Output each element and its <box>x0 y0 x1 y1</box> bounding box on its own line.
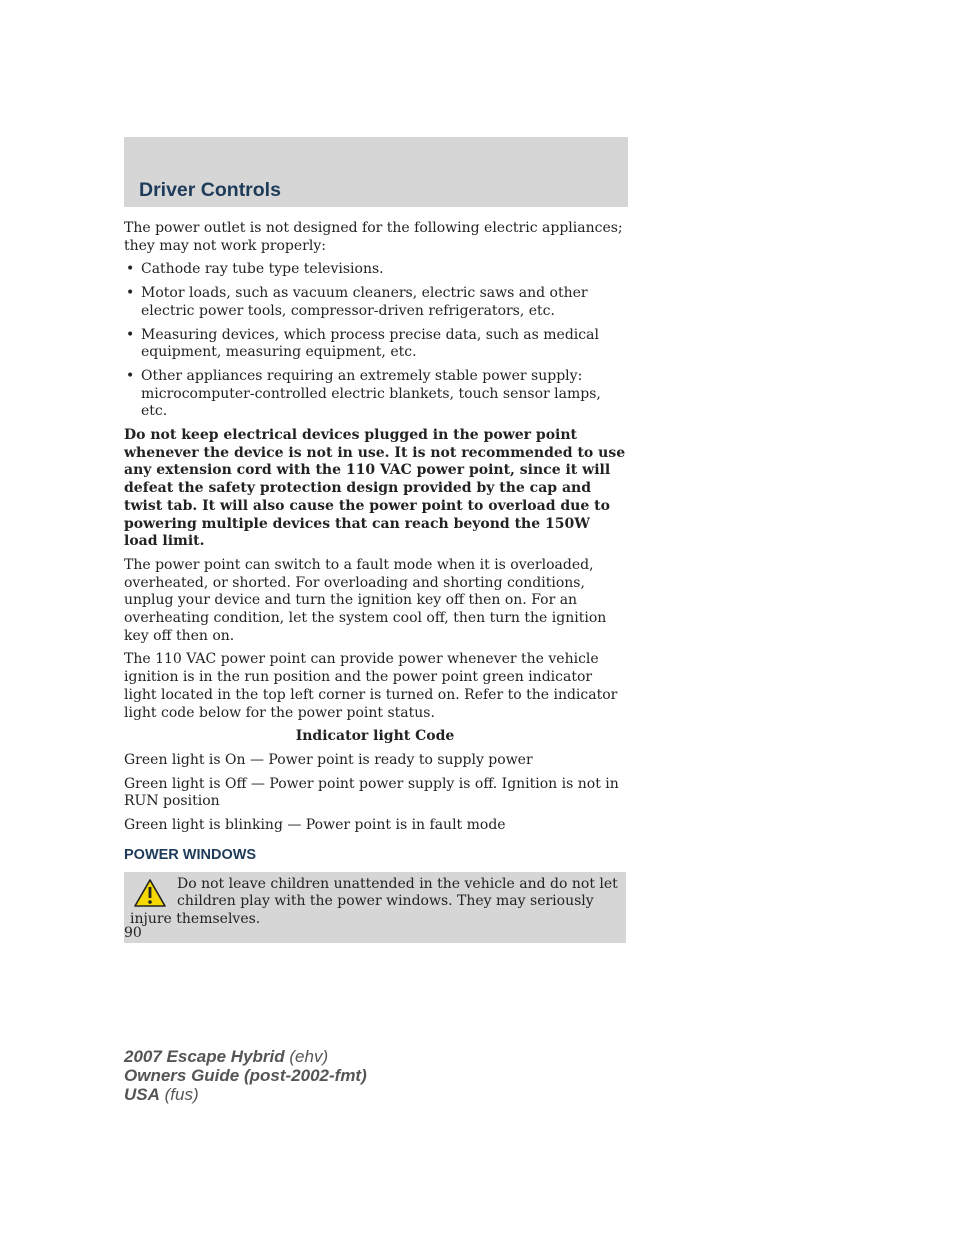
list-item: • Cathode ray tube type televisions. <box>124 261 626 279</box>
power-windows-heading: POWER WINDOWS <box>124 846 257 863</box>
footer-model: 2007 Escape Hybrid <box>124 1047 285 1066</box>
power-point-paragraph: The 110 VAC power point can provide power whenever the vehicle ignition is in the run position and the power point green indicator light located in the top left corner is turned on. Refer to the indicator light code below for the power point status. <box>124 651 618 721</box>
fault-mode-paragraph: The power point can switch to a fault mode when it is overloaded, overheated, or shorted. For overloading and shorting conditions, unplug your device and turn the ignition key off then on. For an overheating condition, let the system cool off, then turn the ignition key off then on. <box>124 556 607 644</box>
document-footer <box>124 1047 367 1104</box>
footer-line <box>124 1047 367 1066</box>
section-header-band <box>124 137 628 207</box>
page-number: 90 <box>124 925 142 941</box>
indicator-line: Green light is On — Power point is ready to supply power <box>124 751 533 768</box>
indicator-line: Green light is blinking — Power point is in fault mode <box>124 817 506 834</box>
windows-warning-text: Do not leave children unattended in the vehicle and do not let children play with the power windows. They may seriously injure themselves. <box>130 875 618 927</box>
page-content <box>124 220 626 943</box>
warning-triangle-icon <box>133 878 167 908</box>
bold-warning-paragraph: Do not keep electrical devices plugged in the power point whenever the device is not in use. It is not recommended to use any extension cord with the 110 VAC power point, since it will defeat the safety protection design provided by the cap and twist tab. It will also cause the power point to overload due to powering multiple devices that can reach beyond the 150W load limit. <box>124 427 626 550</box>
section-title: Driver Controls <box>139 179 281 201</box>
intro-paragraph: The power outlet is not designed for the following electric appliances; they may not work properly: <box>124 220 623 254</box>
windows-warning-box <box>124 872 626 943</box>
footer-guide: Owners Guide (post-2002-fmt) <box>124 1066 367 1085</box>
list-item: • Other appliances requiring an extremely stable power supply: microcomputer-controlled electric blankets, touch sensor lamps, etc. <box>124 368 626 421</box>
indicator-line: Green light is Off — Power point power supply is off. Ignition is not in RUN position <box>124 775 619 810</box>
footer-line <box>124 1066 367 1085</box>
footer-model-code: (ehv) <box>289 1047 329 1066</box>
footer-market-code: (fus) <box>164 1085 199 1104</box>
footer-line <box>124 1085 367 1104</box>
list-item: • Motor loads, such as vacuum cleaners, electric saws and other electric power tools, compressor-driven refrigerators, etc. <box>124 285 626 320</box>
indicator-heading: Indicator light Code <box>295 728 455 745</box>
list-item: • Measuring devices, which process precise data, such as medical equipment, measuring equipment, etc. <box>124 327 626 362</box>
footer-market: USA <box>124 1085 160 1104</box>
appliance-list <box>124 261 626 421</box>
